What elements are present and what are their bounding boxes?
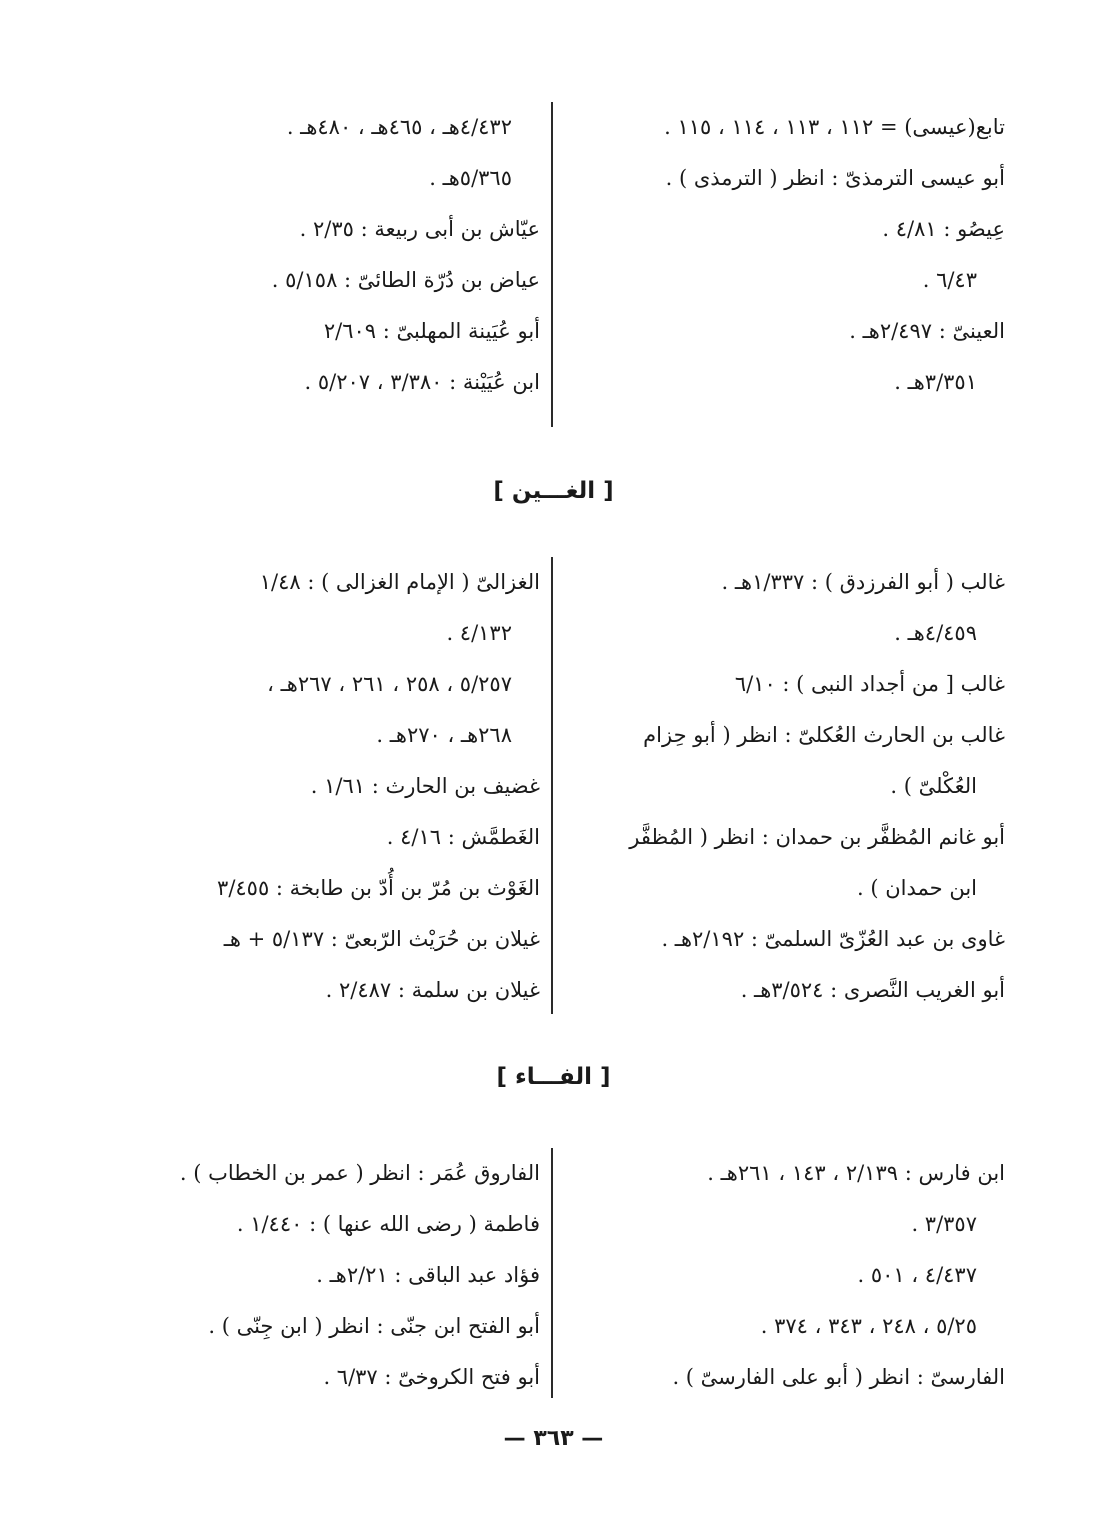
index-entry: الغزالىّ ( الإمام الغزالى ) : ١/٤٨ <box>259 570 540 594</box>
page-number: — ٣٦٣ — <box>503 1426 604 1451</box>
index-entry: أبو عيسى الترمذىّ : انظر ( الترمذى ) . <box>665 166 1005 190</box>
index-entry: الغَوْث بن مُرّ بن أُدّ بن طابخة : ٣/٤٥٥ <box>217 876 540 900</box>
section-ayn-continuation <box>100 102 1005 427</box>
column-divider <box>551 557 553 1014</box>
index-continuation-line: ٤/١٣٢ . <box>446 621 512 645</box>
left-column <box>100 1148 540 1403</box>
index-continuation-line: ٥/٢٥٧ ، ٢٥٨ ، ٢٦١ ، ٢٦٧هـ ، <box>267 672 512 696</box>
index-continuation-line: ٢٦٨هـ ، ٢٧٠هـ . <box>376 723 512 747</box>
index-continuation-line: العُكْلىّ ) . <box>890 774 977 798</box>
index-entry: عِيصُو : ٤/٨١ . <box>882 217 1005 241</box>
left-column <box>100 102 540 408</box>
index-entry: الفاروق عُمَر : انظر ( عمر بن الخطاب ) . <box>179 1161 540 1185</box>
index-entry: غيلان بن حُرَيْث الرّبعىّ : ٥/١٣٧ + هـ <box>223 927 540 951</box>
section-heading-ghayn: [ الغـــين ] <box>493 478 614 504</box>
index-entry: أبو عُيَينة المهلبىّ : ٢/٦٠٩ <box>323 319 540 343</box>
right-column <box>565 1148 1005 1403</box>
index-entry: غضيف بن الحارث : ١/٦١ . <box>310 774 540 798</box>
index-entry: أبو غانم المُظفَّر بن حمدان : انظر ( المُظفَّر <box>629 825 1005 849</box>
section-fa <box>100 1148 1005 1398</box>
column-divider <box>551 102 553 427</box>
index-continuation-line: ٤/٤٣٧ ، ٥٠١ . <box>857 1263 977 1287</box>
index-entry: غاوى بن عبد العُزّىّ السلمىّ : ٢/١٩٢هـ . <box>661 927 1005 951</box>
right-column <box>565 102 1005 408</box>
right-column <box>565 557 1005 1016</box>
left-column <box>100 557 540 1016</box>
index-entry: عيّاش بن أبى ربيعة : ٢/٣٥ . <box>299 217 540 241</box>
index-entry: غيلان بن سلمة : ٢/٤٨٧ . <box>325 978 540 1002</box>
index-continuation-line: ٥/٢٥ ، ٢٤٨ ، ٣٤٣ ، ٣٧٤ . <box>760 1314 977 1338</box>
index-continuation-line: ٦/٤٣ . <box>922 268 977 292</box>
index-entry: فاطمة ( رضى الله عنها ) : ١/٤٤٠ . <box>236 1212 540 1236</box>
index-entry: فؤاد عبد الباقى : ٢/٢١هـ . <box>316 1263 540 1287</box>
index-entry: عياض بن دُرّة الطائىّ : ٥/١٥٨ . <box>271 268 540 292</box>
index-entry: ابن فارس : ٢/١٣٩ ، ١٤٣ ، ٢٦١هـ . <box>707 1161 1005 1185</box>
index-entry: غالب ( أبو الفرزدق ) : ١/٣٣٧هـ . <box>721 570 1005 594</box>
index-continuation-line: ابن حمدان ) . <box>857 876 977 900</box>
index-entry: الفارسىّ : انظر ( أبو على الفارسىّ ) . <box>672 1365 1005 1389</box>
index-entry: أبو فتح الكروخىّ : ٦/٣٧ . <box>323 1365 540 1389</box>
index-continuation-line: ٤/٤٥٩هـ . <box>894 621 977 645</box>
index-continuation-line: ٥/٣٦٥هـ . <box>429 166 512 190</box>
index-entry: العينىّ : ٢/٤٩٧هـ . <box>849 319 1005 343</box>
index-entry: غالب بن الحارث العُكلىّ : انظر ( أبو حِزام <box>643 723 1005 747</box>
section-heading-fa: [ الفـــاء ] <box>496 1064 611 1090</box>
section-ghayn <box>100 557 1005 1014</box>
index-continuation-line: ٣/٣٥٧ . <box>911 1212 977 1236</box>
index-entry: أبو الفتح ابن جنّى : انظر ( ابن جِنّى ) . <box>208 1314 540 1338</box>
column-divider <box>551 1148 553 1398</box>
index-entry: أبو الغريب النَّصرى : ٣/٥٢٤هـ . <box>740 978 1005 1002</box>
index-entry: تابع(عيسى) = ١١٢ ، ١١٣ ، ١١٤ ، ١١٥ . <box>664 115 1005 139</box>
index-entry: ابن عُيَيْنة : ٣/٣٨٠ ، ٥/٢٠٧ . <box>304 370 540 394</box>
index-entry: غالب [ من أجداد النبى ) : ٦/١٠ <box>734 672 1005 696</box>
index-entry: الغَطمَّش : ٤/١٦ . <box>386 825 540 849</box>
index-continuation-line: ٣/٣٥١هـ . <box>894 370 977 394</box>
index-continuation-line: ٤/٤٣٢هـ ، ٤٦٥هـ ، ٤٨٠هـ . <box>286 115 512 139</box>
